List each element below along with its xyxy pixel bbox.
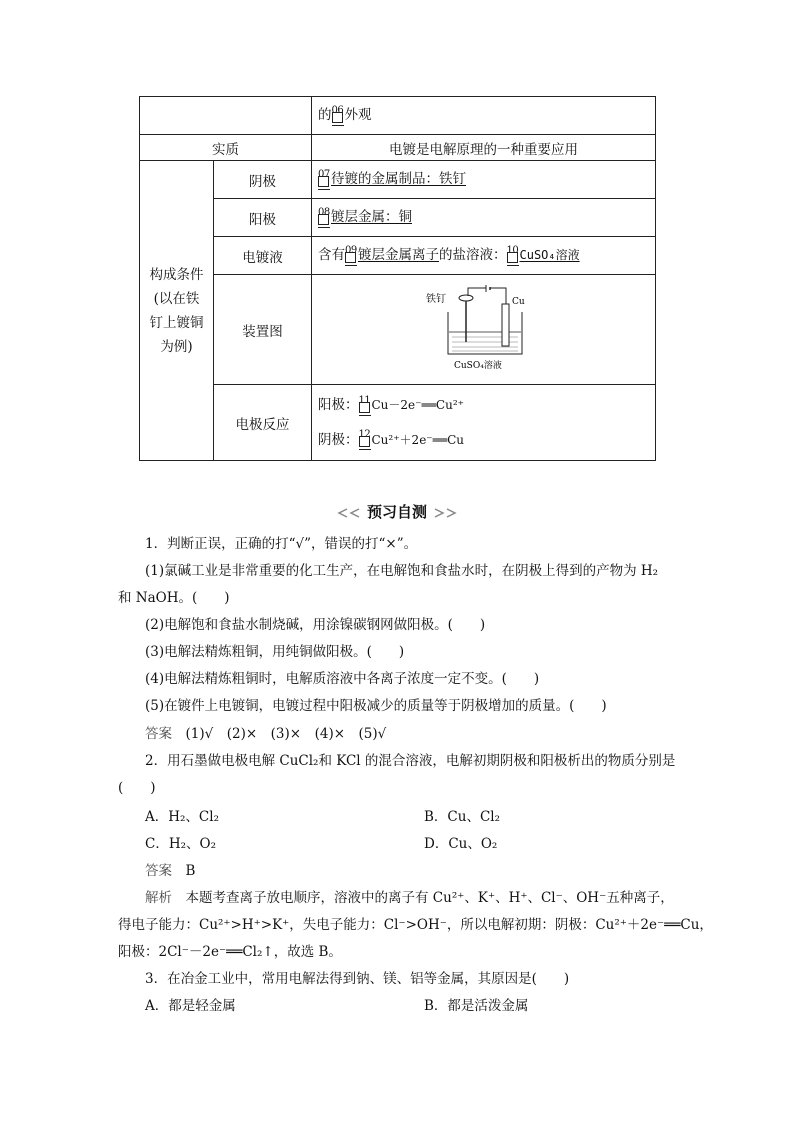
q2-analysis-2: 得电子能力：Cu²⁺>H⁺>K⁺，失电子能力：Cl⁻>OH⁻，所以电解初期：阴极：Cu²⁺＋2e⁻══Cu， [118,917,713,933]
table-empty-cell [140,97,312,135]
cathode-label: 阴极 [214,161,312,199]
q2-analysis-1: 解析 本题考查离子放电顺序，溶液中的离子有 Cu²⁺、K⁺、H⁺、Cl⁻、OH⁻五种离子， [145,890,674,906]
q2-stem-a: 2．用石墨做电极电解 CuCl₂和 KCl 的混合溶液，电解初期阴极和阳极析出的物质分别是 [145,753,676,769]
blank-marker: 12 [359,429,371,451]
q1-item-3: (3)电解法精炼粗铜，用纯铜做阳极。( ) [145,644,405,660]
section-title: 预习自测 [0,501,794,522]
blank-marker: 06 [332,105,344,127]
blank-marker: 08 [318,207,330,229]
blank-marker: 11 [359,395,371,417]
q2-option-d: D．Cu、O₂ [424,836,498,852]
solution-label: 电镀液 [214,237,312,275]
q2-option-c: C．H₂、O₂ [145,836,216,852]
cu-label: Cu [511,296,525,307]
q2-option-b: B．Cu、Cl₂ [424,809,501,825]
solution-diagram-label: CuSO₄溶液 [453,360,502,371]
q2-option-a: A．H₂、Cl₂ [145,809,219,825]
reaction-cell: 阳极： 11 Cu－2e⁻══Cu²⁺ 阴极： 12 Cu²⁺＋2e⁻══Cu [312,385,656,461]
blank-marker: 09 [345,245,357,267]
cathode-cell: 07 待镀的金属制品：铁钉 [312,161,656,199]
anode-label: 阳极 [214,199,312,237]
q3-option-b: B．都是活泼金属 [424,998,529,1014]
device-diagram-cell [312,275,656,385]
essence-text: 电镀是电解原理的一种重要应用 [312,135,656,161]
q1-stem: 1．判断正误，正确的打“√”，错误的打“×”。 [145,536,418,552]
composition-group-label: 构成条件(以在铁钉上镀铜为例) [140,161,214,461]
solution-cell: 含有 09 镀层金属离子的盐溶液： 10 CuSO₄溶液 [312,237,656,275]
q1-item-5: (5)在镀件上电镀铜，电镀过程中阳极减少的质量等于阴极增加的质量。( ) [145,698,607,714]
q3-stem: 3．在冶金工业中，常用电解法得到钠、镁、铝等金属，其原因是( ) [145,971,570,987]
right-chevron-deco-icon [433,508,457,518]
anode-cell: 08 镀层金属：铜 [312,199,656,237]
electroplating-apparatus-diagram [424,284,544,376]
q1-answer: 答案 (1)√ (2)× (3)× (4)× (5)√ [145,726,387,742]
q1-item-4: (4)电解法精炼粗铜时，电解质溶液中各离子浓度一定不变。( ) [145,671,540,687]
blank-marker: 10 [507,245,519,267]
device-label: 装置图 [214,275,312,385]
reaction-label: 电极反应 [214,385,312,461]
q1-item-2: (2)电解饱和食盐水制烧碱，用涂镍碳钢网做阳极。( ) [145,617,486,633]
electroplating-table [139,96,656,461]
essence-label: 实质 [140,135,312,161]
left-chevron-deco-icon [337,508,361,518]
q2-stem-b: ( ) [118,780,156,796]
nail-label: 铁钉 [425,293,446,305]
q3-option-a: A．都是轻金属 [145,998,236,1014]
table-cell-appearance: 的 06 外观 [312,97,656,135]
q1-item-1b: 和 NaOH。( ) [118,590,230,606]
blank-marker: 07 [318,169,330,191]
q2-analysis-3: 阳极：2Cl⁻－2e⁻══Cl₂↑，故选 B。 [118,944,342,960]
q2-answer: 答案 B [145,863,196,879]
q1-item-1a: (1)氯碱工业是非常重要的化工生产，在电解饱和食盐水时，在阴极上得到的产物为 H₂ [145,563,659,579]
